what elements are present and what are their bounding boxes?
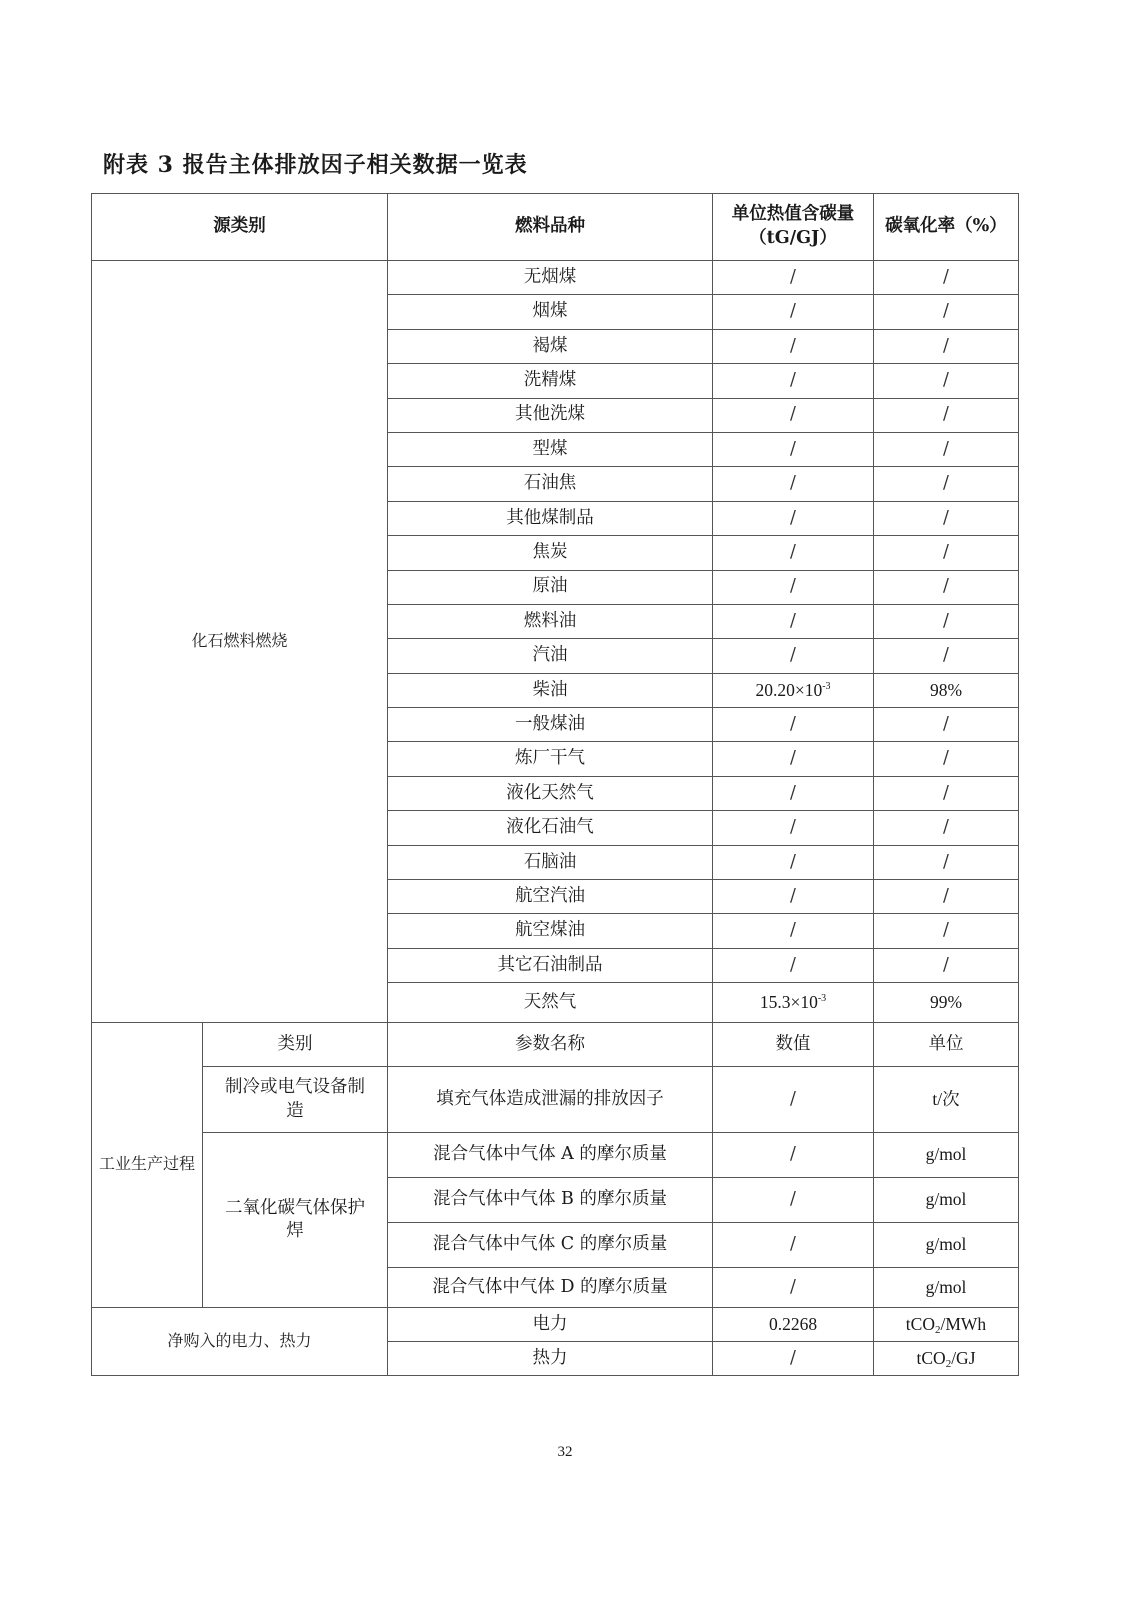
value-base: 15.3×10 [759,991,818,1012]
oxidation-rate-value: / [874,880,1019,914]
carbon-content-value: / [713,398,874,432]
oxidation-rate-value: / [874,261,1019,295]
oxidation-rate-value: / [874,536,1019,570]
fuel-name: 其他煤制品 [388,501,713,535]
carbon-content-value: / [713,501,874,535]
oxidation-rate-value: / [874,604,1019,638]
oxidation-rate-value: / [874,639,1019,673]
carbon-content-value: / [713,742,874,776]
oxidation-rate-value: / [874,329,1019,363]
fuel-name: 石油焦 [388,467,713,501]
industrial-label: 工业生产过程 [98,1154,195,1174]
oxidation-rate-value: / [874,948,1019,982]
unit-subscript: 2 [934,1323,941,1336]
value-exponent: -3 [817,992,827,1004]
carbon-content-value: / [713,570,874,604]
unit-prefix: tCO [905,1313,935,1334]
purchased-row [92,1308,1019,1342]
fuel-row [92,261,1019,295]
energy-name: 电力 [388,1308,713,1342]
header-source-category: 源类别 [92,194,388,261]
oxidation-rate-value: / [874,914,1019,948]
carbon-content-value: / [713,536,874,570]
fuel-name: 无烟煤 [388,261,713,295]
value-base: 20.20×10 [755,679,823,700]
value-with-exponent [755,680,830,700]
oxidation-rate-value: / [874,364,1019,398]
parameter-unit: g/mol [874,1133,1019,1178]
oxidation-rate-value: / [874,811,1019,845]
industrial-header-unit: 单位 [874,1023,1019,1067]
parameter-value: / [713,1223,874,1268]
parameter-value: / [713,1067,874,1133]
unit-suffix: /GJ [951,1347,976,1368]
value-with-exponent [760,992,826,1012]
oxidation-rate-value: / [874,501,1019,535]
fuel-name: 石脑油 [388,845,713,879]
carbon-content-value: / [713,708,874,742]
parameter-name: 混合气体中气体 A 的摩尔质量 [388,1133,713,1178]
oxidation-rate-value: / [874,776,1019,810]
oxidation-rate-value: 99% [874,983,1019,1023]
fuel-name: 其它石油制品 [388,948,713,982]
carbon-content-value: / [713,948,874,982]
parameter-unit: g/mol [874,1178,1019,1223]
carbon-content-value: / [713,639,874,673]
parameter-value: / [713,1268,874,1308]
oxidation-rate-value: / [874,467,1019,501]
industrial-row [92,1067,1019,1133]
purchased-category [92,1308,388,1376]
oxidation-rate-value: / [874,398,1019,432]
carbon-content-value [713,983,874,1023]
header-carbon-content: 单位热值含碳量（tG/GJ） [713,194,874,261]
fuel-name: 烟煤 [388,295,713,329]
fuel-name: 柴油 [388,673,713,707]
energy-name: 热力 [388,1342,713,1376]
parameter-value: / [713,1178,874,1223]
parameter-unit: t/次 [874,1067,1019,1133]
carbon-content-value: / [713,776,874,810]
page-number: 32 [557,1444,573,1460]
header-oxidation-rate: 碳氧化率（%） [874,194,1019,261]
industrial-subcategory: 二氧化碳气体保护焊 [203,1133,388,1308]
carbon-content-value: / [713,914,874,948]
fuel-name: 航空煤油 [388,914,713,948]
unit-subscript: 2 [945,1357,952,1370]
energy-factor-value: 0.2268 [713,1308,874,1342]
industrial-row [92,1133,1019,1178]
industrial-header-param: 参数名称 [388,1023,713,1067]
fuel-name: 液化天然气 [388,776,713,810]
fuel-name: 焦炭 [388,536,713,570]
oxidation-rate-value: / [874,295,1019,329]
carbon-content-value: / [713,261,874,295]
unit-suffix: /MWh [940,1313,987,1334]
oxidation-rate-value: / [874,845,1019,879]
industrial-header-value: 数值 [713,1023,874,1067]
oxidation-rate-value: / [874,708,1019,742]
unit-prefix: tCO [916,1347,946,1368]
fuel-name: 航空汽油 [388,880,713,914]
industrial-subcategory: 制冷或电气设备制造 [203,1067,388,1133]
emission-factor-table [91,193,1019,1376]
fuel-name: 其他洗煤 [388,398,713,432]
fuel-name: 一般煤油 [388,708,713,742]
energy-factor-value: / [713,1342,874,1376]
carbon-content-value: / [713,295,874,329]
carbon-content-value: / [713,364,874,398]
carbon-content-value: / [713,467,874,501]
oxidation-rate-value: / [874,570,1019,604]
fossil-fuel-label: 化石燃料燃烧 [191,630,288,650]
fuel-name: 型煤 [388,432,713,466]
parameter-name: 混合气体中气体 C 的摩尔质量 [388,1223,713,1268]
value-exponent: -3 [822,680,831,692]
parameter-unit: g/mol [874,1268,1019,1308]
fuel-name: 炼厂干气 [388,742,713,776]
parameter-name: 混合气体中气体 B 的摩尔质量 [388,1178,713,1223]
header-row [92,194,1019,261]
industrial-category [92,1023,203,1308]
parameter-unit: g/mol [874,1223,1019,1268]
carbon-content-value: / [713,845,874,879]
parameter-name: 混合气体中气体 D 的摩尔质量 [388,1268,713,1308]
carbon-content-value: / [713,880,874,914]
carbon-content-value: / [713,329,874,363]
carbon-content-value: / [713,604,874,638]
fuel-name: 原油 [388,570,713,604]
fuel-name: 液化石油气 [388,811,713,845]
oxidation-rate-value: / [874,432,1019,466]
fuel-name: 燃料油 [388,604,713,638]
fossil-fuel-category [92,261,388,1023]
fuel-name: 洗精煤 [388,364,713,398]
table-title: 附表 3 报告主体排放因子相关数据一览表 [103,152,528,178]
carbon-content-value [713,673,874,707]
fuel-name: 汽油 [388,639,713,673]
industrial-header-row [92,1023,1019,1067]
carbon-content-value: / [713,811,874,845]
parameter-value: / [713,1133,874,1178]
header-fuel-type: 燃料品种 [388,194,713,261]
purchased-label: 净购入的电力、热力 [167,1330,312,1350]
industrial-header-category: 类别 [203,1023,388,1067]
energy-factor-unit [874,1308,1019,1342]
oxidation-rate-value: 98% [874,673,1019,707]
oxidation-rate-value: / [874,742,1019,776]
fuel-name: 褐煤 [388,329,713,363]
fuel-name: 天然气 [388,983,713,1023]
energy-factor-unit [874,1342,1019,1376]
carbon-content-value: / [713,432,874,466]
parameter-name: 填充气体造成泄漏的排放因子 [388,1067,713,1133]
